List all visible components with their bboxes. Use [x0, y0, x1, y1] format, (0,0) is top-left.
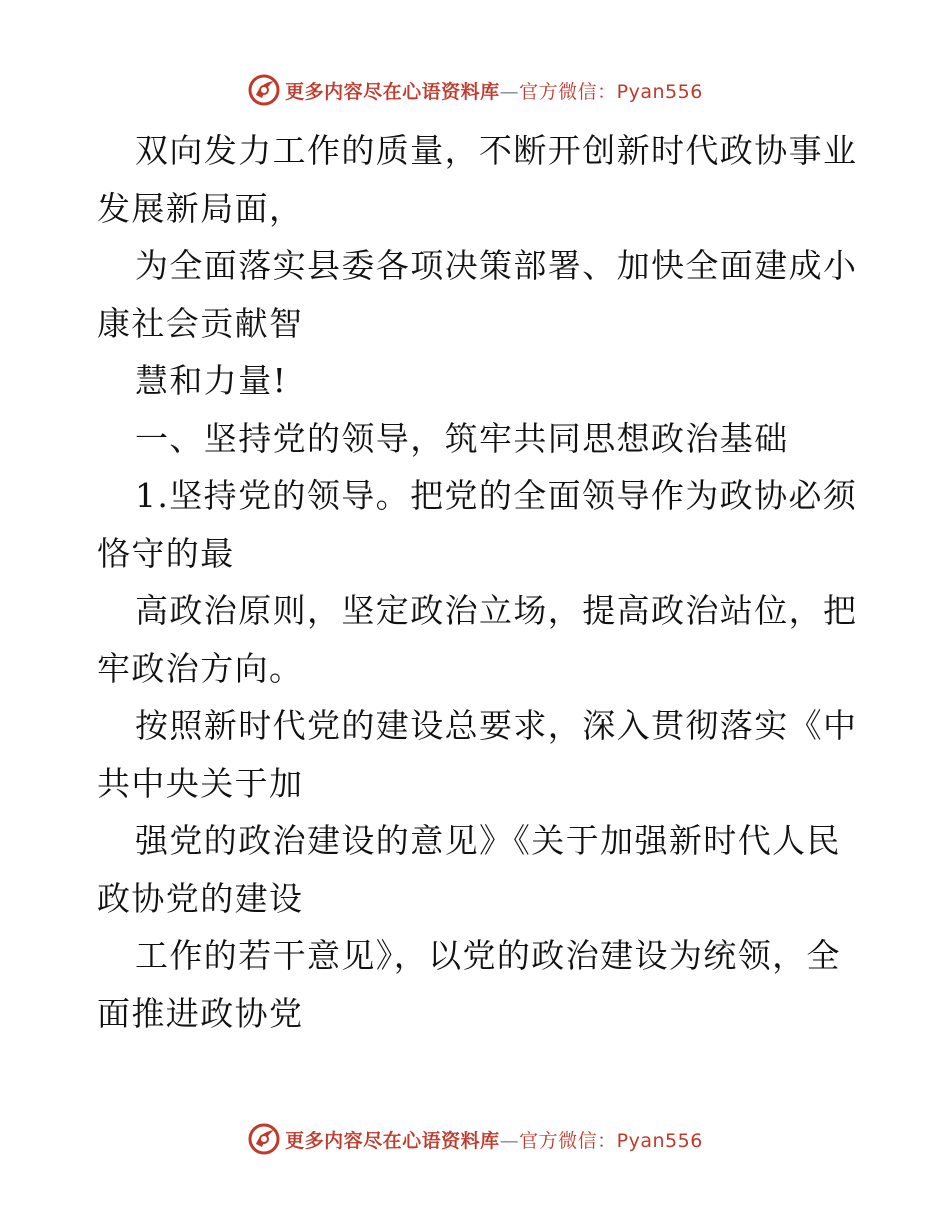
body-line: 牢政治方向。 — [97, 648, 304, 688]
body-line: 按照新时代党的建设总要求，深入贯彻落实《中 — [135, 706, 858, 745]
body-line: 康社会贡献智 — [97, 303, 304, 343]
body-line: 工作的若干意见》，以党的政治建设为统领，全 — [135, 936, 841, 975]
body-line: 高政治原则，坚定政治立场，提高政治站位，把 — [135, 591, 858, 630]
footer-brand-text: 更多内容尽在心语资料库 — [285, 1129, 500, 1152]
header-banner-inner — [247, 73, 703, 107]
header-banner — [0, 70, 950, 110]
footer-banner-inner — [247, 1122, 703, 1156]
body-line: 政协党的建设 — [97, 878, 304, 918]
section-heading: 一、坚持党的领导，筑牢共同思想政治基础 — [135, 418, 789, 458]
body-line: 为全面落实县委各项决策部署、加快全面建成小 — [135, 246, 858, 285]
header-separator: — — [499, 80, 520, 103]
body-line: 共中央关于加 — [97, 763, 304, 803]
footer-contact-text: 官方微信：Pyan556 — [519, 1129, 703, 1152]
body-line: 1.坚持党的领导。把党的全面领导作为政协必须 — [135, 476, 858, 515]
body-line: 双向发力工作的质量，不断开创新时代政协事业 — [135, 131, 858, 170]
footer-separator: — — [499, 1129, 520, 1152]
header-brand-text: 更多内容尽在心语资料库 — [285, 80, 500, 103]
body-line: 恪守的最 — [97, 533, 235, 573]
body-line: 发展新局面， — [97, 188, 304, 228]
body-line: 强党的政治建设的意见》《关于加强新时代人民 — [135, 821, 841, 860]
header-banner-text — [285, 77, 703, 104]
body-text — [97, 122, 857, 1042]
footer-banner-text — [285, 1126, 703, 1153]
body-line: 面推进政协党 — [97, 993, 304, 1033]
footer-banner — [0, 1119, 950, 1159]
body-line: 慧和力量! — [135, 361, 288, 400]
brand-logo-icon — [247, 1122, 281, 1156]
header-contact-text: 官方微信：Pyan556 — [519, 80, 703, 103]
brand-logo-icon — [247, 73, 281, 107]
